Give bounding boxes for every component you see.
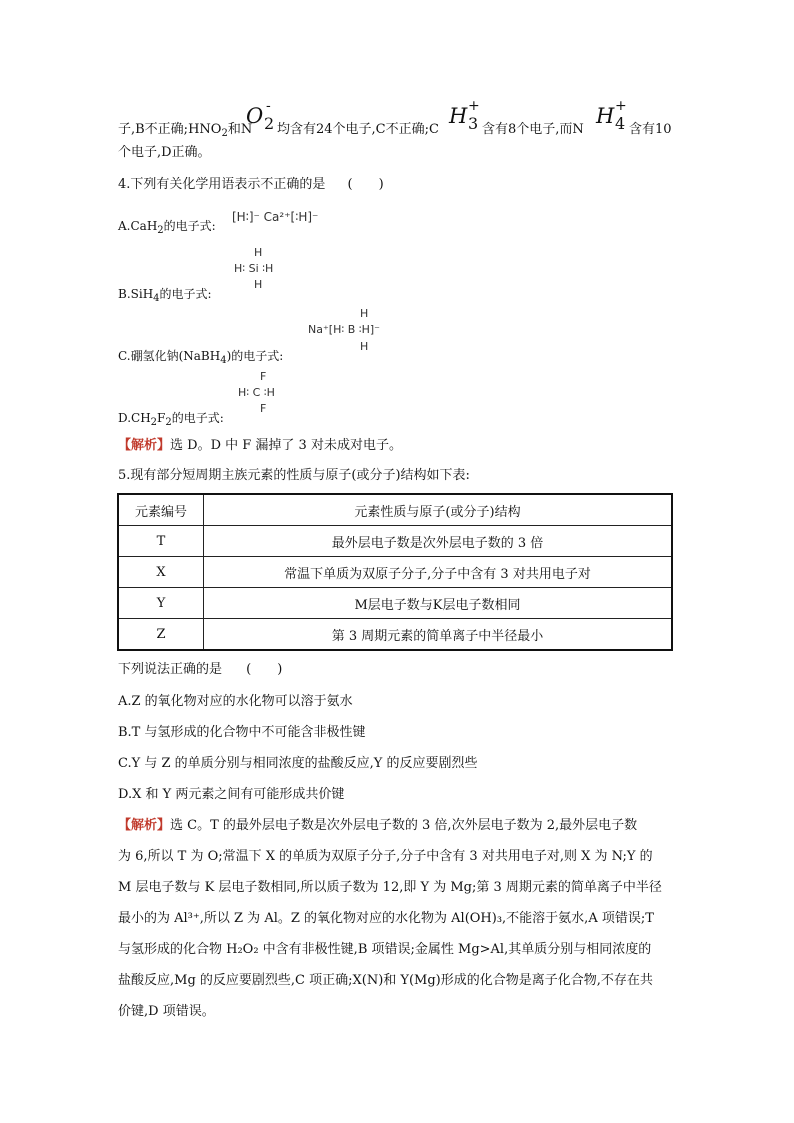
table-header-cell: 元素性质与原子(或分子)结构	[204, 494, 673, 526]
q5-analysis-text: 选 C。T 的最外层电子数是次外层电子数的 3 倍,次外层电子数为 2,最外层电子数	[170, 818, 638, 833]
q4-b-mid: H∶ Si ∶H	[234, 262, 274, 275]
q4-a-electron-formula: [H∶]⁻ Ca²⁺[∶H]⁻	[232, 210, 319, 224]
intro-text-2: 和N	[227, 122, 253, 137]
q5-option-c: C.Y 与 Z 的单质分别与相同浓度的盐酸反应,Y 的反应要剧烈些	[118, 756, 478, 771]
q5-analysis-line-1	[118, 816, 637, 836]
table-row	[118, 619, 672, 651]
intro-text-1: 子,B不正确;HNO	[118, 122, 222, 137]
q5-option-d: D.X 和 Y 两元素之间有可能形成共价键	[118, 787, 345, 802]
formula-nh4-sup: +	[615, 98, 627, 114]
q4-c-bottom: H	[360, 340, 369, 353]
table-header-cell: 元素编号	[118, 494, 204, 526]
q4-analysis	[118, 436, 402, 456]
formula-nh4-sub: 4	[615, 114, 626, 133]
intro-text-4: 含有8个电子,而N	[482, 122, 584, 137]
q5-analysis-line-4: 最小的为 Al³⁺,所以 Z 为 Al。Z 的氧化物对应的水化物为 Al(OH)₃,不能溶于氨水,A 项错误;T	[118, 911, 654, 926]
q5-option-a: A.Z 的氧化物对应的水化物可以溶于氨水	[118, 694, 353, 709]
q5-analysis-line-5: 与氢形成的化合物 H₂O₂ 中含有非极性键,B 项错误;金属性 Mg>Al,其单质分别与相同浓度的	[118, 942, 652, 957]
formula-ch3-sub: 3	[468, 114, 479, 133]
q5-stem: 5.现有部分短周期主族元素的性质与原子(或分子)结构如下表:	[118, 468, 470, 483]
table-cell-property: M层电子数与K层电子数相同	[204, 588, 673, 619]
q4-stem-text: 4.下列有关化学用语表示不正确的是	[118, 177, 326, 192]
intro-text-5: 含有10	[629, 122, 672, 137]
q4-b-label: B.SiH	[118, 287, 154, 301]
table-cell-property: 最外层电子数是次外层电子数的 3 倍	[204, 526, 673, 557]
q4-c-label: C.硼氢化钠(NaBH	[118, 349, 221, 363]
formula-no2-symbol: O	[246, 104, 264, 128]
q5-analysis-line-3: M 层电子数与 K 层电子数相同,所以质子数为 12,即 Y 为 Mg;第 3 周期元素的简单离子中半径	[118, 880, 662, 895]
q4-answer-paren: ( )	[347, 177, 384, 192]
q5-analysis-line-6: 盐酸反应,Mg 的反应要剧烈些,C 项正确;X(N)和 Y(Mg)形成的化合物是离子化合物,不存在共	[118, 973, 653, 988]
q4-d-sub1: 2	[150, 417, 158, 428]
q4-a-sub: 2	[157, 225, 164, 236]
intro-text-3: 均含有24个电子,C不正确;C	[277, 122, 439, 137]
table-cell-property: 常温下单质为双原子分子,分子中含有 3 对共用电子对	[204, 557, 673, 588]
table-cell-element: Y	[118, 588, 204, 619]
q4-d-sub2: 2	[165, 417, 172, 428]
formula-ch3-symbol: H	[449, 104, 468, 128]
q5-question	[118, 660, 282, 680]
q5-option-b: B.T 与氢形成的化合物中不可能含非极性键	[118, 725, 366, 740]
q4-c-sub: 4	[220, 355, 227, 366]
q4-c-tail: )的电子式:	[226, 349, 284, 363]
q5-analysis-tag: 【解析】	[118, 818, 171, 833]
q4-a-label: A.CaH	[118, 219, 158, 233]
element-properties-table	[117, 493, 673, 651]
q4-option-a	[118, 216, 216, 241]
q4-d-mid: H∶ C ∶H	[238, 386, 275, 399]
intro-line-2: 个电子,D正确。	[118, 145, 211, 160]
q4-b-top: H	[254, 246, 263, 259]
q4-b-sub: 4	[153, 293, 160, 304]
table-cell-property: 第 3 周期元素的简单离子中半径最小	[204, 619, 673, 651]
q4-d-mid-letter: F	[157, 411, 166, 425]
formula-no2-sub: 2	[264, 114, 275, 133]
q4-c-top: H	[360, 307, 369, 320]
table-cell-element: T	[118, 526, 204, 557]
q4-option-b	[118, 284, 212, 309]
formula-ch3-sup: +	[468, 98, 480, 114]
q4-stem	[118, 175, 384, 195]
table-row	[118, 557, 672, 588]
q4-analysis-text: 选 D。D 中 F 漏掉了 3 对未成对电子。	[170, 438, 402, 453]
intro-line-1	[118, 118, 252, 139]
table-cell-element: X	[118, 557, 204, 588]
formula-nh4-symbol: H	[596, 104, 615, 128]
q5-answer-paren: ( )	[246, 662, 283, 677]
q5-question-text: 下列说法正确的是	[118, 662, 223, 677]
q4-b-tail: 的电子式:	[159, 287, 212, 301]
q5-analysis-line-2: 为 6,所以 T 为 O;常温下 X 的单质为双原子分子,分子中含有 3 对共用电子对,则 X 为 N;Y 的	[118, 849, 653, 864]
q4-analysis-tag: 【解析】	[118, 438, 171, 453]
table-header-row	[118, 494, 672, 526]
q4-d-tail: 的电子式:	[171, 411, 224, 425]
formula-no2-sup: -	[266, 98, 271, 114]
q4-d-bottom: F	[260, 402, 267, 415]
table-row	[118, 588, 672, 619]
q4-d-label: D.CH	[118, 411, 151, 425]
q5-analysis-line-7: 价键,D 项错误。	[118, 1004, 215, 1019]
q4-a-tail: 的电子式:	[163, 219, 216, 233]
q4-option-d	[118, 408, 224, 433]
q4-option-c	[118, 346, 283, 371]
table-cell-element: Z	[118, 619, 204, 651]
q4-c-mid: Na⁺[H∶ B ∶H]⁻	[308, 323, 380, 336]
intro-sub-2: 2	[221, 128, 228, 139]
table-row	[118, 526, 672, 557]
q4-d-top: F	[260, 370, 267, 383]
q4-b-bottom: H	[254, 278, 263, 291]
